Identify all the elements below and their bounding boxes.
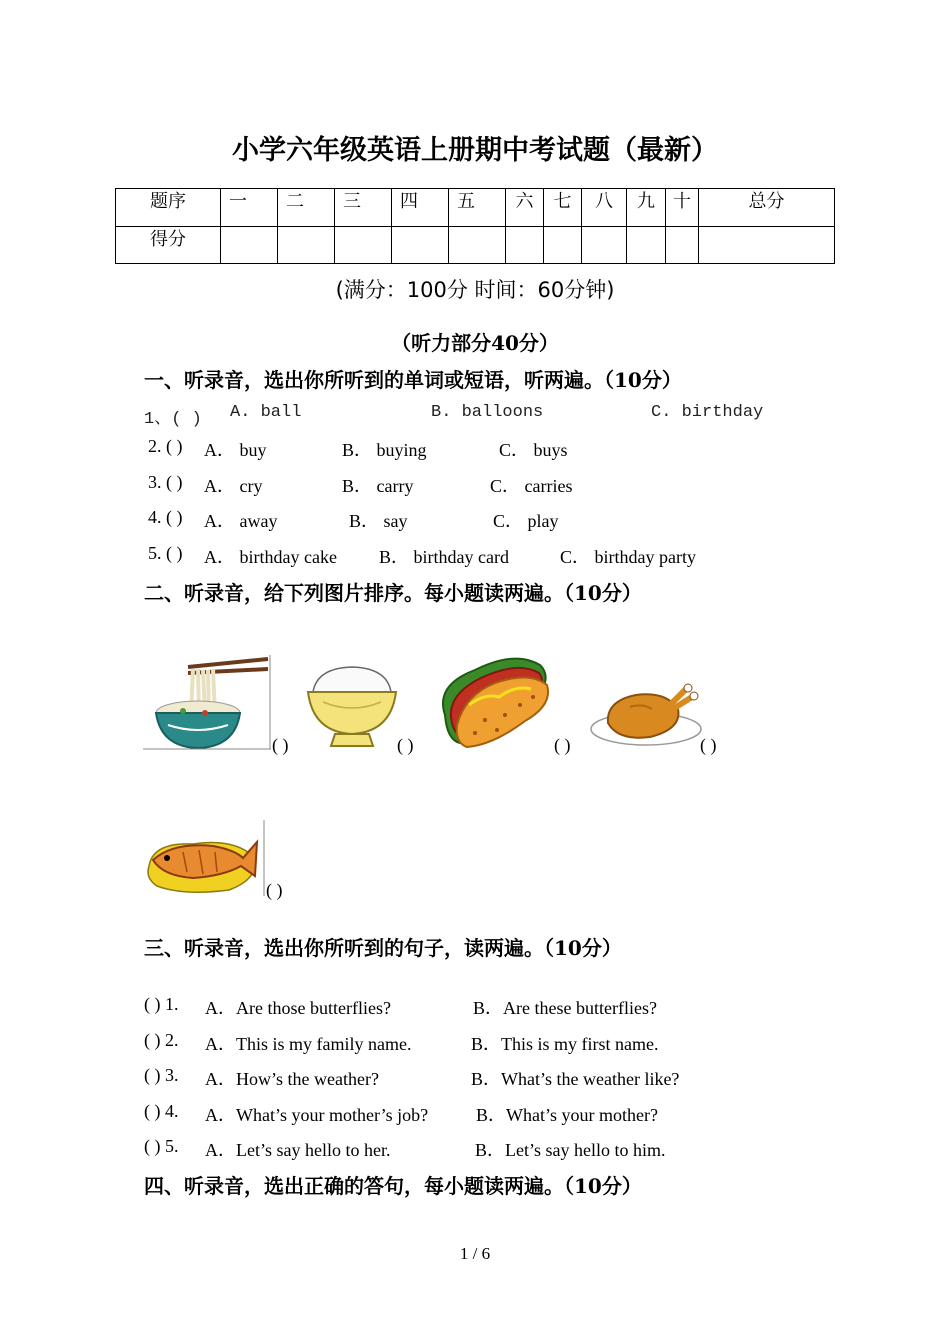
question-number: 4. ( ) xyxy=(148,507,183,527)
noodles-image xyxy=(143,655,271,751)
question-number: ( ) 1. xyxy=(144,994,179,1014)
page-number: 1 / 6 xyxy=(459,1244,491,1263)
option-b: B． birthday card xyxy=(379,547,509,567)
score-cell-empty xyxy=(544,226,582,264)
option-a: A． away xyxy=(204,511,278,531)
option-b: B．What’s the weather like? xyxy=(471,1069,680,1089)
option-a: A. ball xyxy=(230,403,302,422)
score-cell-empty xyxy=(506,226,544,264)
option-a: A． buy xyxy=(204,440,267,460)
score-cell: 八 xyxy=(582,189,627,227)
score-cell: 五 xyxy=(449,189,506,227)
option-a: A．How’s the weather? xyxy=(205,1069,379,1089)
option-b: B. balloons xyxy=(431,403,544,422)
option-b: B． buying xyxy=(342,440,427,460)
answer-blank: ( ) xyxy=(397,735,414,755)
section3-title: 三、听录音，选出你所听到的句子，读两遍。（10分） xyxy=(144,936,622,960)
option-a: A．Let’s say hello to her. xyxy=(205,1140,391,1160)
option-c: C. birthday xyxy=(651,403,764,422)
score-cell: 六 xyxy=(506,189,544,227)
option-b: B．What’s your mother? xyxy=(476,1105,658,1125)
exam-info: (满分：100分 时间：60分钟) xyxy=(335,278,615,302)
option-c: C． buys xyxy=(499,440,568,460)
option-c: C． birthday party xyxy=(560,547,696,567)
score-cell-empty xyxy=(666,226,699,264)
rice-image xyxy=(305,662,399,750)
score-cell: 七 xyxy=(544,189,582,227)
part-title: （听力部分40分） xyxy=(391,331,559,355)
option-a: A．This is my family name. xyxy=(205,1034,412,1054)
score-cell-empty xyxy=(392,226,449,264)
score-table xyxy=(115,188,835,264)
answer-blank: ( ) xyxy=(700,735,717,755)
score-cell-empty xyxy=(221,226,278,264)
option-a: A．What’s your mother’s job? xyxy=(205,1105,429,1125)
score-cell: 总分 xyxy=(699,189,835,227)
answer-blank: ( ) xyxy=(272,735,289,755)
option-c: C． carries xyxy=(490,476,573,496)
score-cell: 九 xyxy=(627,189,666,227)
answer-blank: ( ) xyxy=(266,880,283,900)
option-c: C． play xyxy=(493,511,559,531)
option-b: B．Let’s say hello to him. xyxy=(475,1140,666,1160)
score-cell-empty xyxy=(582,226,627,264)
score-cell-empty xyxy=(699,226,835,264)
score-cell-empty xyxy=(627,226,666,264)
question-number: 3. ( ) xyxy=(148,472,183,492)
section2-title: 二、听录音，给下列图片排序。每小题读两遍。（10分） xyxy=(144,581,642,605)
score-table-score-row xyxy=(116,226,835,264)
option-b: B．This is my first name. xyxy=(471,1034,659,1054)
question-number: ( ) 3. xyxy=(144,1065,179,1085)
chopstick xyxy=(188,659,268,667)
question-number: ( ) 2. xyxy=(144,1030,179,1050)
option-b: B． say xyxy=(349,511,408,531)
section1-title: 一、听录音，选出你所听到的单词或短语，听两遍。（10分） xyxy=(144,368,682,392)
question-number: 5. ( ) xyxy=(148,543,183,563)
answer-blank: ( ) xyxy=(554,735,571,755)
score-cell-empty xyxy=(335,226,392,264)
score-cell: 得分 xyxy=(116,226,221,264)
score-cell: 十 xyxy=(666,189,699,227)
option-a: A． cry xyxy=(204,476,263,496)
option-b: B． carry xyxy=(342,476,414,496)
score-cell: 一 xyxy=(221,189,278,227)
question-number: ( ) 5. xyxy=(144,1136,179,1156)
score-cell: 二 xyxy=(278,189,335,227)
score-cell-empty xyxy=(278,226,335,264)
chicken-image xyxy=(590,683,702,751)
option-a: A． birthday cake xyxy=(204,547,337,567)
fish-image xyxy=(143,820,265,896)
option-a: A．Are those butterflies? xyxy=(205,998,391,1018)
score-cell: 三 xyxy=(335,189,392,227)
score-cell: 四 xyxy=(392,189,449,227)
option-b: B．Are these butterflies? xyxy=(473,998,657,1018)
question-number: 2. ( ) xyxy=(148,436,183,456)
score-table-header-row xyxy=(116,189,835,227)
score-cell: 题序 xyxy=(116,189,221,227)
page-title: 小学六年级英语上册期中考试题（最新） xyxy=(232,135,718,166)
question-number: 1、( ) xyxy=(144,410,202,429)
question-number: ( ) 4. xyxy=(144,1101,179,1121)
section4-title: 四、听录音，选出正确的答句，每小题读两遍。（10分） xyxy=(144,1174,642,1198)
score-cell-empty xyxy=(449,226,506,264)
hotdog-image xyxy=(435,645,555,751)
